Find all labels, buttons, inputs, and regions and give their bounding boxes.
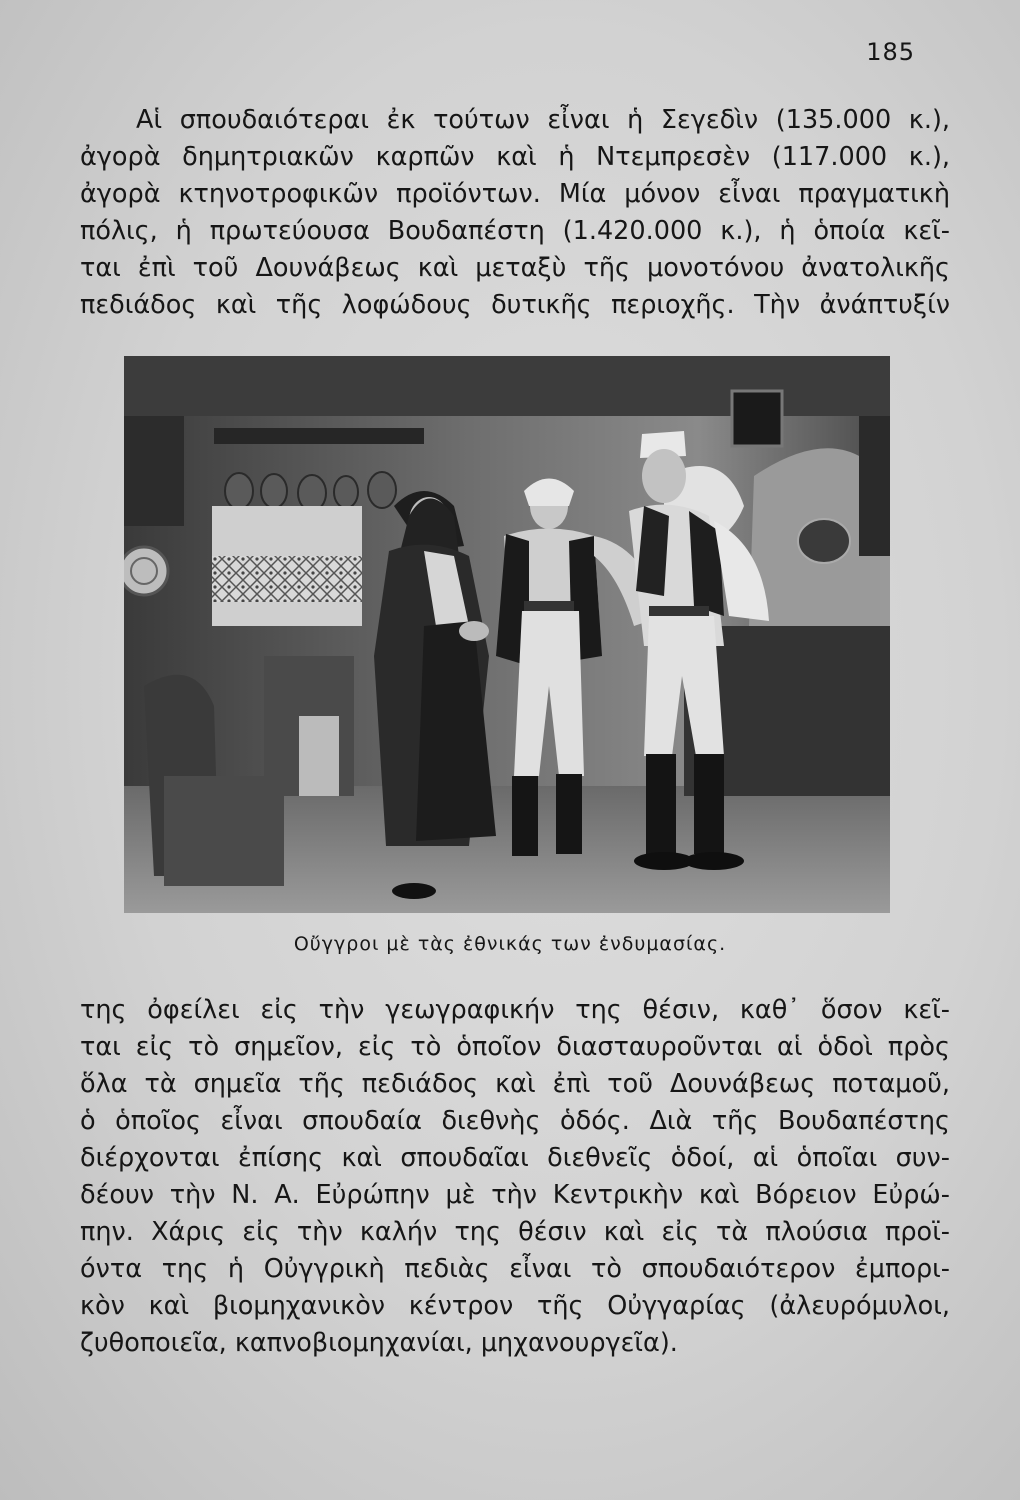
text-line: ὅλα τὰ σημεῖα τῆς πεδιάδος καὶ ἐπὶ τοῦ Δουνάβεως ποταμοῦ, [80, 1069, 950, 1099]
paragraph-top [80, 102, 950, 324]
text-line: ἀγορὰ κτηνοτροφικῶν προϊόντων. Μία μόνον εἶναι πραγματικὴ [80, 179, 950, 209]
text-line: δέουν τὴν Ν. Α. Εὐρώπην μὲ τὴν Κεντρικὴν καὶ Βόρειον Εὐρώ- [80, 1180, 950, 1210]
page-number: 185 [866, 38, 915, 66]
text-line: όντα της ἡ Οὐγγρικὴ πεδιὰς εἶναι τὸ σπουδαιότερον ἐμπορι- [80, 1254, 950, 1284]
text-line: πόλις, ἡ πρωτεύουσα Βουδαπέστη (1.420.000 κ.), ἡ ὁποία κεῖ- [80, 216, 950, 246]
text-line: κὸν καὶ βιομηχανικὸν κέντρον τῆς Οὐγγαρίας (ἀλευρόμυλοι, [80, 1291, 950, 1321]
text-line: ἀγορὰ δημητριακῶν καρπῶν καὶ ἡ Ντεμπρεσὲν (117.000 κ.), [80, 142, 950, 172]
text-line: ζυθοποιεῖα, καπνοβιομηχανίαι, μηχανουργεῖα). [80, 1328, 678, 1358]
text-line: πην. Χάρις εἰς τὴν καλήν της θέσιν καὶ εἰς τὰ πλούσια προϊ- [80, 1217, 950, 1247]
photo-caption: Οὔγγροι μὲ τὰς ἐθνικάς των ἐνδυμασίας. [293, 933, 727, 955]
text-line: ται εἰς τὸ σημεῖον, εἰς τὸ ὁποῖον διασταυροῦνται αἱ ὁδοὶ πρὸς [80, 1032, 950, 1062]
paragraph-bottom [80, 992, 950, 1362]
text-line: πεδιάδος καὶ τῆς λοφώδους δυτικῆς περιοχῆς. Τὴν ἀνάπτυξίν [80, 290, 950, 320]
text-line: Αἱ σπουδαιότεραι ἐκ τούτων εἶναι ἡ Σεγεδὶν (135.000 κ.), [136, 105, 950, 135]
text-line: της ὀφείλει εἰς τὴν γεωγραφικήν της θέσιν, καθ᾿ ὅσον κεῖ- [80, 995, 950, 1025]
text-line: διέρχονται ἐπίσης καὶ σπουδαῖαι διεθνεῖς ὁδοί, αἱ ὁποῖαι συν- [80, 1143, 950, 1173]
text-line: ται ἐπὶ τοῦ Δουνάβεως καὶ μεταξὺ τῆς μονοτόνου ἀνατολικῆς [80, 253, 950, 283]
photo-hungarians-national-costumes [124, 356, 890, 913]
text-line: ὁ ὁποῖος εἶναι σπουδαία διεθνὴς ὁδός. Διὰ τῆς Βουδαπέστης [80, 1106, 950, 1136]
